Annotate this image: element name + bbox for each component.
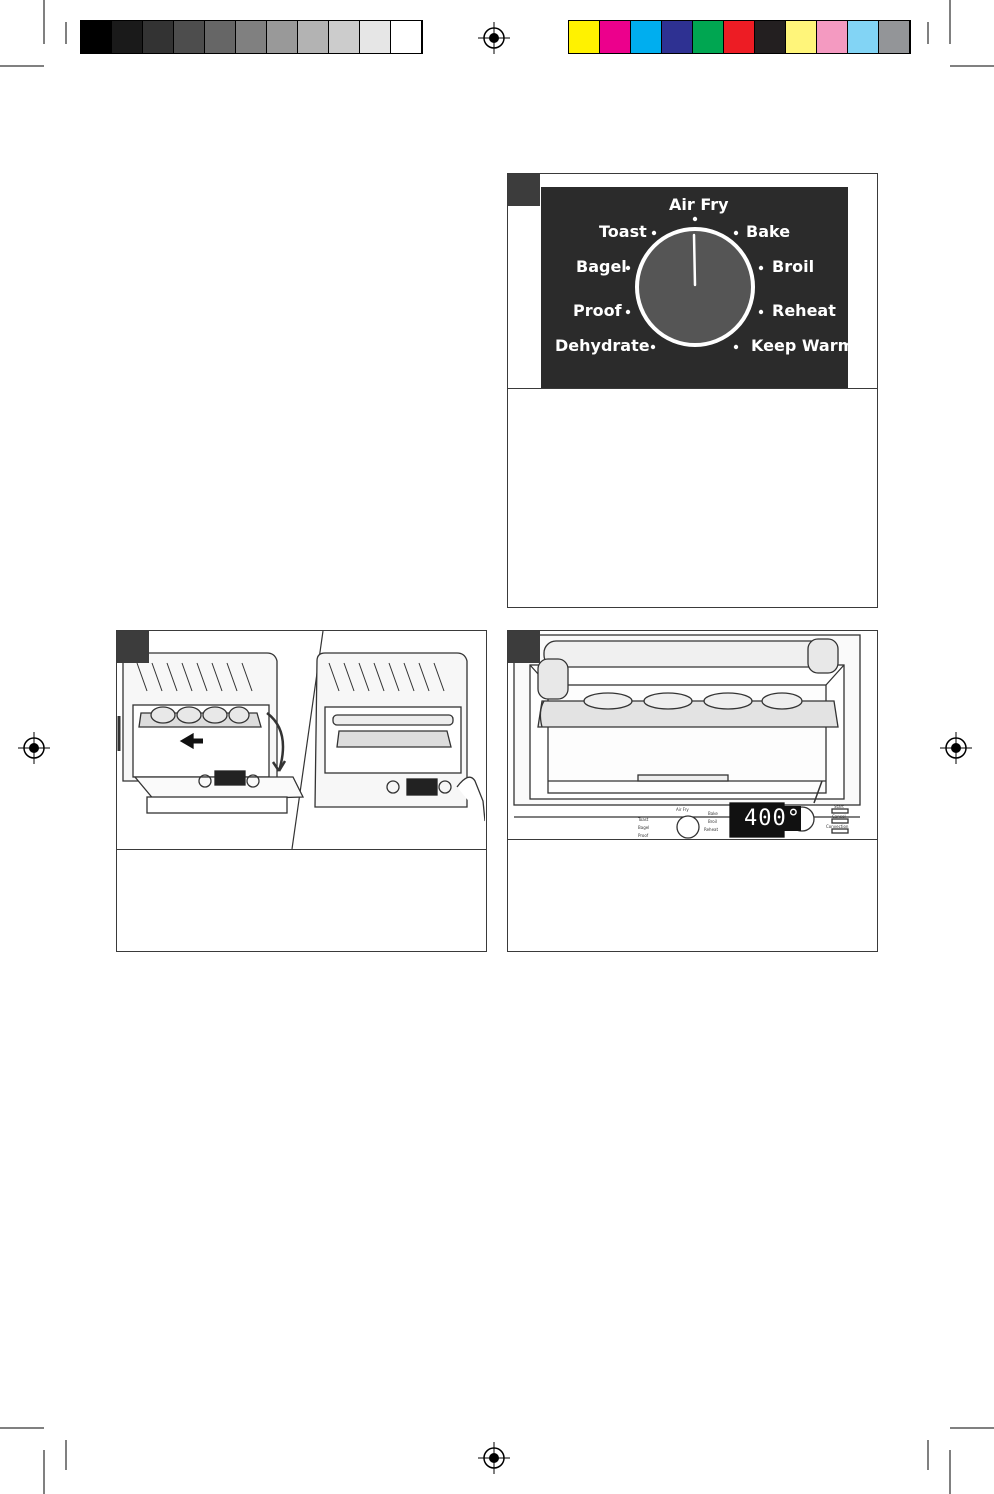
panel-label-reheat: Reheat xyxy=(704,827,719,832)
panel-label-proof: Proof xyxy=(638,833,649,838)
panel-divider xyxy=(508,839,877,840)
panel-label-air-fry: Air Fry xyxy=(676,807,689,812)
grayscale-color-bar xyxy=(80,20,423,54)
mode-label-broil: Broil xyxy=(772,257,815,276)
color-swatch xyxy=(755,21,786,53)
color-swatch xyxy=(848,21,879,53)
panel-label-start: Start xyxy=(834,804,844,809)
panel-label-bagel: Bagel xyxy=(638,825,650,830)
oven-door-open-and-close-illustration xyxy=(117,631,485,849)
step-badge xyxy=(508,174,540,206)
function-dial-illustration xyxy=(541,187,855,389)
color-swatch xyxy=(631,21,662,53)
registration-target-icon xyxy=(18,732,50,764)
step-badge xyxy=(117,631,149,663)
panel-label-toast: Toast xyxy=(638,817,649,822)
color-swatch xyxy=(81,21,112,53)
mode-label-dehydrate: Dehydrate xyxy=(555,336,650,355)
color-swatch xyxy=(391,21,422,53)
color-swatch xyxy=(174,21,205,53)
registration-target-icon xyxy=(940,732,972,764)
color-swatch xyxy=(143,21,174,53)
panel-label-cancel: Cancel xyxy=(832,814,846,819)
oven-display-step-panel xyxy=(507,630,878,952)
panel-label-bake: Bake xyxy=(708,811,718,816)
panel-label-broil: Broil xyxy=(708,819,717,824)
color-swatch xyxy=(205,21,236,53)
color-swatch xyxy=(817,21,848,53)
color-swatch xyxy=(329,21,360,53)
step-badge xyxy=(508,631,540,663)
registration-target-icon xyxy=(478,1442,510,1474)
color-swatch xyxy=(693,21,724,53)
color-swatch xyxy=(786,21,817,53)
panel-divider xyxy=(508,388,877,389)
mode-label-air-fry: Air Fry xyxy=(669,195,729,214)
mode-label-bagel: Bagel xyxy=(576,257,627,276)
color-swatch xyxy=(298,21,329,53)
panel-divider xyxy=(117,849,486,850)
insert-basket-step-panel xyxy=(116,630,487,952)
color-swatch xyxy=(267,21,298,53)
color-swatch xyxy=(879,21,910,53)
color-swatch xyxy=(662,21,693,53)
temperature-display: 400° xyxy=(744,806,801,831)
color-swatch xyxy=(236,21,267,53)
oven-interior-illustration xyxy=(508,631,876,841)
panel-label-convection: Convection xyxy=(826,824,849,829)
mode-label-toast: Toast xyxy=(599,222,647,241)
color-swatch xyxy=(112,21,143,53)
process-color-bar xyxy=(568,20,911,54)
registration-target-icon xyxy=(478,22,510,54)
color-swatch xyxy=(569,21,600,53)
mode-label-keep-warm: Keep Warm xyxy=(751,336,855,355)
dial-step-panel xyxy=(507,173,878,608)
mode-label-proof: Proof xyxy=(573,301,622,320)
color-swatch xyxy=(360,21,391,53)
color-swatch xyxy=(724,21,755,53)
mode-label-bake: Bake xyxy=(746,222,791,241)
color-swatch xyxy=(600,21,631,53)
function-dial xyxy=(541,187,848,389)
mode-label-reheat: Reheat xyxy=(772,301,836,320)
